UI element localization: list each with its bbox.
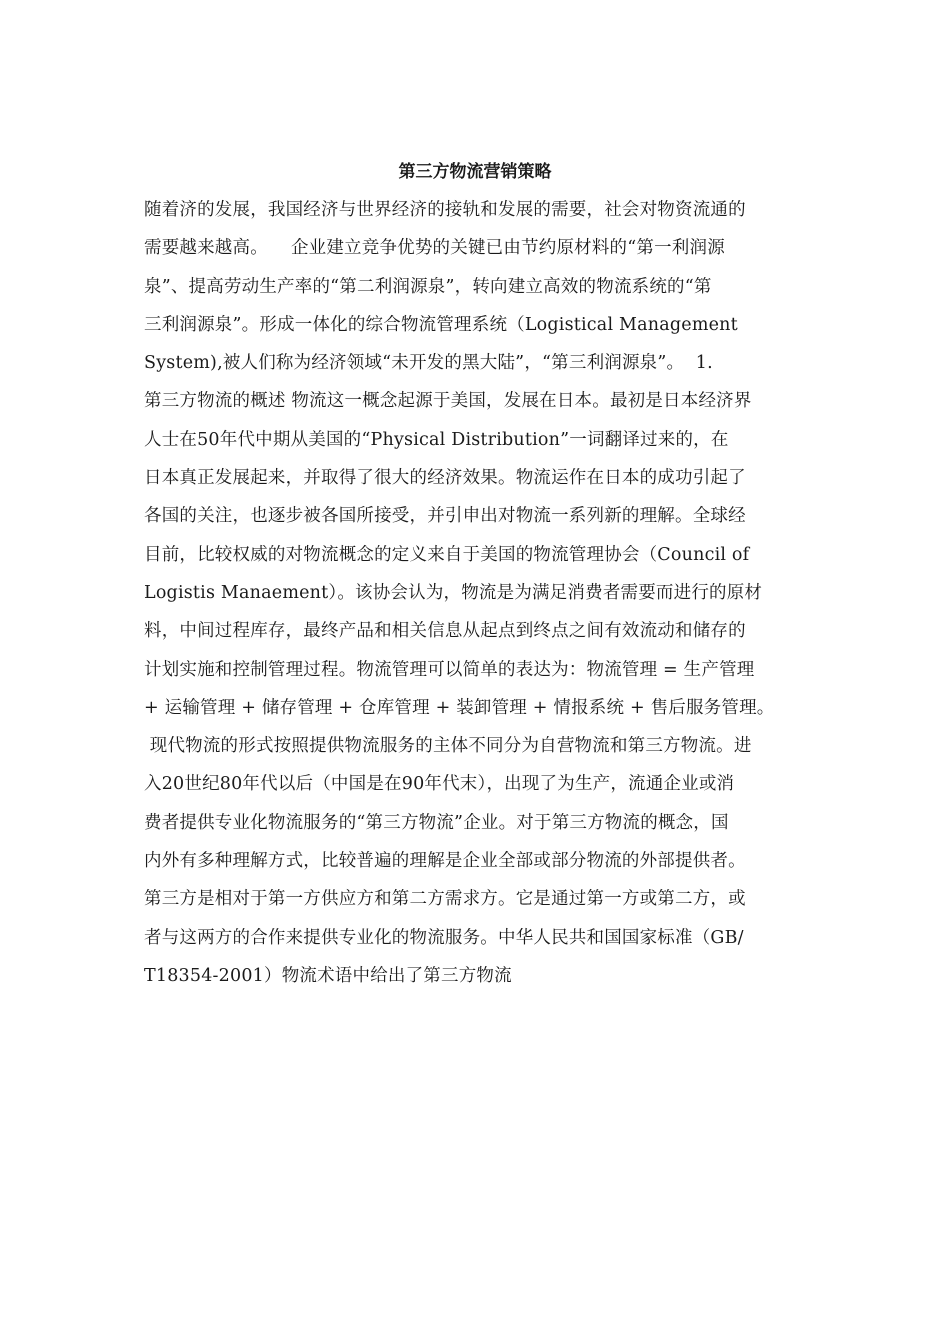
body-line: 随着济的发展，我国经济与世界经济的接轨和发展的需要，社会对物资流通的 [144,200,746,220]
body-line: 人士在50年代中期从美国的“Physical Distribution”一词翻译过来的，在 [144,429,729,450]
body-line: System),被人们称为经济领域“未开发的黑大陆”，“第三利润源泉”。 1. [144,353,713,374]
body-line: T18354-2001）物流术语中给出了第三方物流 [144,965,512,986]
body-line: 需要越来越高。 企业建立竞争优势的关键已由节约原材料的“第一利润源 [144,238,725,259]
body-line: 泉”、提高劳动生产率的“第二利润源泉”，转向建立高效的物流系统的“第 [144,276,712,297]
body-line: Logistis Manaement）。该协会认为，物流是为满足消费者需要而进行的原材 [144,582,763,603]
body-line: 入20世纪80年代以后（中国是在90年代末），出现了为生产，流通企业或消 [144,774,735,795]
body-line: 费者提供专业化物流服务的“第三方物流”企业。对于第三方物流的概念，国 [144,812,729,833]
body-line: 目前，比较权威的对物流概念的定义来自于美国的物流管理协会（Council of [144,544,750,565]
body-line: 者与这两方的合作来提供专业化的物流服务。中华人民共和国国家标准（GB/ [144,927,744,948]
body-line: 三利润源泉”。形成一体化的综合物流管理系统（Logistical Management [144,314,738,335]
body-line: + 运输管理 + 储存管理 + 仓库管理 + 装卸管理 + 情报系统 + 售后服务管理。 [144,697,775,718]
body-line: 第三方是相对于第一方供应方和第二方需求方。它是通过第一方或第二方，或 [144,889,746,910]
document-title: 第三方物流营销策略 [398,162,552,182]
body-line: 第三方物流的概述 物流这一概念起源于美国，发展在日本。最初是日本经济界 [144,391,752,412]
body-line: 日本真正发展起来，并取得了很大的经济效果。物流运作在日本的成功引起了 [144,468,746,489]
body-line: 内外有多种理解方式，比较普遍的理解是企业全部或部分物流的外部提供者。 [144,851,746,872]
body-line: 各国的关注，也逐步被各国所接受，并引申出对物流一系列新的理解。全球经 [144,506,746,527]
body-line: 计划实施和控制管理过程。物流管理可以简单的表达为：物流管理 = 生产管理 [144,659,755,680]
body-line: 料，中间过程库存，最终产品和相关信息从起点到终点之间有效流动和储存的 [144,621,746,642]
document-body [144,196,824,1000]
body-line: 现代物流的形式按照提供物流服务的主体不同分为自营物流和第三方物流。进 [144,736,752,757]
